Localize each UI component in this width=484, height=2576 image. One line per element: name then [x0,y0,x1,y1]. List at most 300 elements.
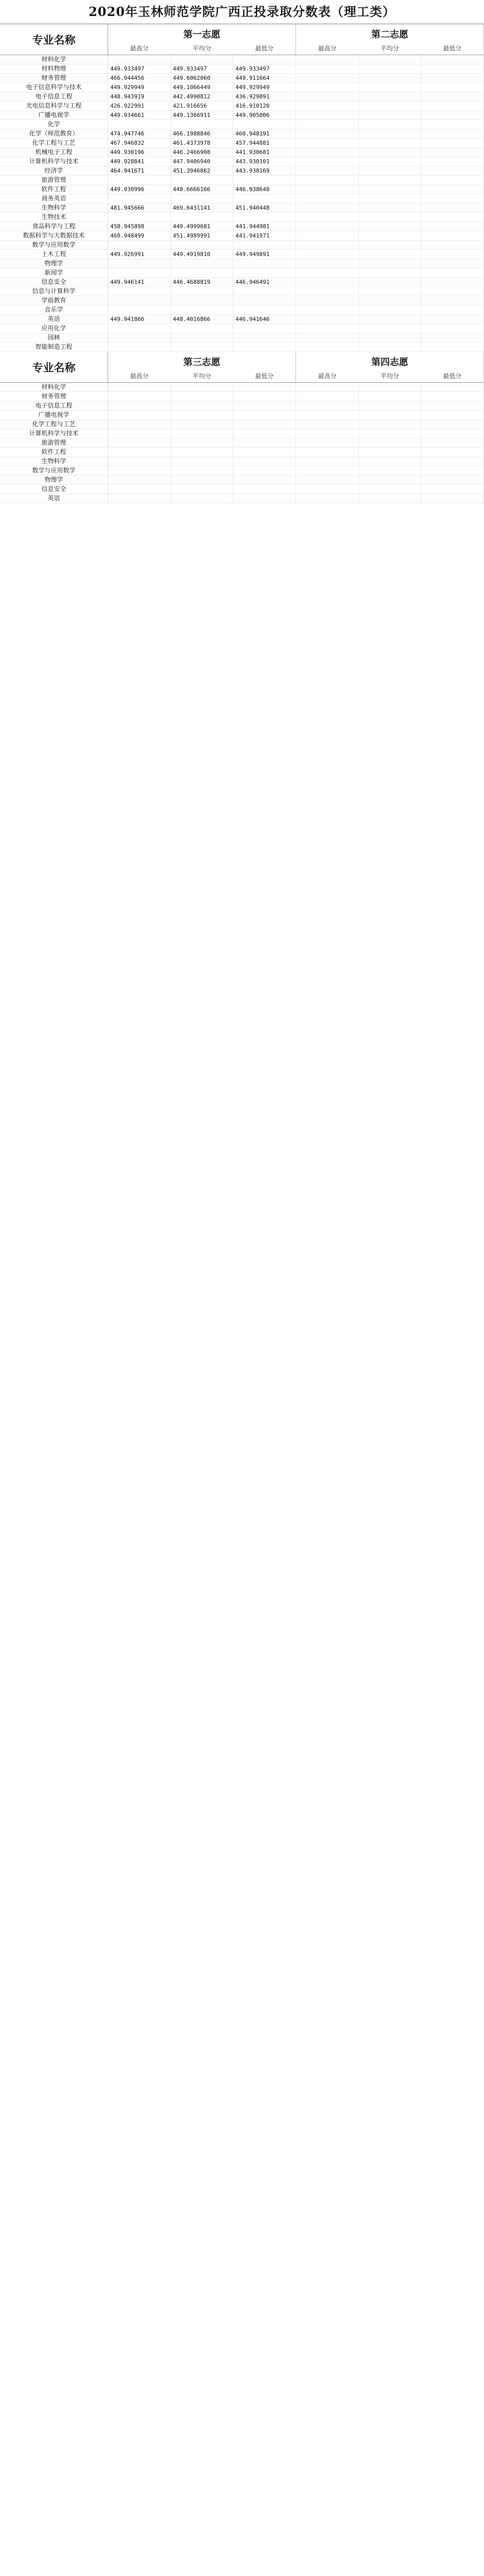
score-cell [296,259,359,268]
score-cell [421,231,484,240]
score-cell [171,287,234,296]
score-cell [171,485,234,494]
table-row [0,129,484,139]
score-cell [233,213,296,222]
score-cell: 451.3946862 [171,166,234,175]
table-row [0,411,484,420]
score-cell: 481.945666 [108,204,171,212]
score-cell [421,287,484,296]
score-cell [296,278,359,286]
score-cell [233,268,296,277]
score-cell [421,129,484,138]
score-cell [421,324,484,333]
sub-header-label: 最高分 [318,45,337,52]
score-cell: 441.941971 [233,231,296,240]
score-cell [359,401,422,410]
score-cell [359,438,422,447]
score-cell [359,222,422,231]
table-row [0,315,484,324]
score-cell: 448.4016866 [171,315,234,324]
score-cell [108,485,171,494]
score-cell [233,485,296,494]
score-cell [171,296,234,305]
score-cell [233,438,296,447]
score-cell [296,194,359,203]
table-row [0,296,484,306]
score-cell: 446.946491 [233,278,296,286]
table-row [0,204,484,213]
score-cell [421,139,484,147]
score-cell [108,268,171,277]
major-name: 光电信息科学与工程 [0,101,108,110]
score-cell [359,494,422,503]
score-cell [359,333,422,342]
score-cell [421,306,484,314]
score-cell [359,343,422,351]
score-cell: 467.946832 [108,139,171,147]
table-row [0,148,484,157]
score-cell [108,383,171,392]
score-cell [171,457,234,466]
major-name: 经济学 [0,166,108,175]
major-name: 英语 [0,315,108,324]
score-cell [421,259,484,268]
score-cell [421,250,484,259]
major-name: 数学与应用数学 [0,466,108,475]
choice-group-header: 第一志愿 [108,24,296,44]
table-row [0,55,484,64]
score-cell [296,64,359,73]
score-cell [359,64,422,73]
score-cell [296,268,359,277]
score-cell [359,315,422,324]
score-cell: 446.4688819 [171,278,234,286]
table-row [0,166,484,176]
score-cell [421,411,484,419]
major-name: 广播电视学 [0,111,108,120]
score-cell [359,466,422,475]
table-row [0,429,484,438]
score-cell [359,448,422,456]
score-cell [421,485,484,494]
score-cell [296,343,359,351]
table-row [0,343,484,352]
score-cell [359,92,422,101]
score-cell [359,213,422,222]
major-name: 信息安全 [0,485,108,494]
score-cell [421,268,484,277]
table-row [0,287,484,296]
score-cell [233,392,296,401]
score-cell [233,324,296,333]
score-cell [296,457,359,466]
score-cell [233,401,296,410]
sub-header-label: 最低分 [443,372,462,380]
score-cell [233,120,296,129]
score-cell: 449.911664 [233,74,296,82]
score-cell [233,476,296,484]
score-cell [359,129,422,138]
table-row [0,176,484,185]
table-row [0,64,484,74]
score-cell [233,176,296,184]
score-cell [296,83,359,92]
score-cell [171,420,234,429]
score-cell [359,485,422,494]
score-cell [171,466,234,475]
score-cell: 461.4373978 [171,139,234,147]
score-cell: 449.934661 [108,111,171,120]
table-row [0,278,484,287]
score-cell [171,438,234,447]
score-cell [108,343,171,351]
table-row [0,333,484,343]
score-cell [233,466,296,475]
table-row [0,74,484,83]
score-cell [171,411,234,419]
major-name: 财务管理 [0,392,108,401]
score-cell [171,259,234,268]
score-cell [108,392,171,401]
score-cell [171,55,234,64]
table-row [0,457,484,466]
table-row [0,401,484,411]
sub-header-label: 最高分 [318,372,337,380]
score-cell [171,401,234,410]
score-cell: 442.4990812 [171,92,234,101]
score-cell: 446.941646 [233,315,296,324]
score-cell [359,111,422,120]
score-cell [421,448,484,456]
score-cell: 449.1066449 [171,83,234,92]
score-cell [296,476,359,484]
score-cell [421,315,484,324]
score-cell [171,306,234,314]
major-name: 材料物理 [0,64,108,73]
score-cell [421,213,484,222]
major-name: 物理学 [0,476,108,484]
score-cell [359,296,422,305]
table-row [0,222,484,231]
score-cell [108,457,171,466]
major-name: 生物科学 [0,204,108,212]
score-cell [296,411,359,419]
score-cell [296,185,359,194]
score-cell: 449.6062060 [171,74,234,82]
score-section [0,24,484,352]
table-row [0,213,484,222]
sub-header-label: 平均分 [380,372,399,380]
score-cell [108,306,171,314]
score-cell: 446.2466908 [171,148,234,157]
score-cell [296,120,359,129]
score-cell [108,420,171,429]
score-cell [233,448,296,456]
score-cell: 416.910120 [233,101,296,110]
table-row [0,101,484,111]
choice-group-header: 第三志愿 [108,352,296,371]
score-cell: 449.946141 [108,278,171,286]
major-name: 物理学 [0,259,108,268]
choice-group-header: 第四志愿 [296,352,484,371]
score-cell [296,139,359,147]
score-cell: 421.916656 [171,101,234,110]
score-cell [359,74,422,82]
major-name: 财务管理 [0,74,108,82]
major-name: 音乐学 [0,306,108,314]
score-cell [296,101,359,110]
major-name: 旅游管理 [0,438,108,447]
major-name: 化学（师范教育） [0,129,108,138]
score-cell [108,401,171,410]
score-cell [171,343,234,351]
score-cell [359,194,422,203]
score-section [0,352,484,503]
sub-header-label: 最低分 [255,372,274,380]
major-name: 电子信息科学与技术 [0,83,108,92]
score-cell [108,466,171,475]
score-cell [171,476,234,484]
score-cell [296,448,359,456]
score-cell [359,420,422,429]
major-name: 信息安全 [0,278,108,286]
score-cell [296,466,359,475]
score-cell [108,476,171,484]
score-cell [108,438,171,447]
score-cell [171,241,234,249]
major-name: 信息与计算科学 [0,287,108,296]
score-cell [108,259,171,268]
score-cell [171,213,234,222]
table-row [0,494,484,503]
score-cell [421,74,484,82]
score-cell [359,250,422,259]
score-cell [421,241,484,249]
score-cell: 449.928841 [108,157,171,166]
score-cell [171,494,234,503]
score-cell [359,148,422,157]
sub-header-label: 平均分 [192,45,211,52]
major-name: 软件工程 [0,448,108,456]
major-name: 旅游管理 [0,176,108,184]
table-row [0,194,484,204]
score-cell [421,92,484,101]
score-cell: 441.944981 [233,222,296,231]
sub-header [296,44,484,55]
score-cell [296,485,359,494]
score-cell [233,241,296,249]
sub-header-label: 最低分 [255,45,274,52]
score-cell [421,166,484,175]
score-cell: 436.929891 [233,92,296,101]
score-cell [359,457,422,466]
table-row [0,476,484,485]
score-cell: 447.9406940 [171,157,234,166]
table-row [0,392,484,401]
score-cell [108,213,171,222]
score-cell: 474.947746 [108,129,171,138]
score-cell [171,268,234,277]
sub-header [296,371,484,382]
score-cell: 466.1988846 [171,129,234,138]
table-row [0,139,484,148]
section-header [0,352,484,383]
score-cell [296,148,359,157]
score-cell [359,157,422,166]
major-name: 智能制造工程 [0,343,108,351]
score-cell [296,333,359,342]
score-cell [421,383,484,392]
score-cell: 449.933497 [171,64,234,73]
score-cell: 457.944881 [233,139,296,147]
table-row [0,448,484,457]
score-cell [359,166,422,175]
score-cell [296,176,359,184]
table-row [0,83,484,92]
score-cell [108,448,171,456]
choice-group-header: 第二志愿 [296,24,484,44]
score-cell [421,194,484,203]
score-cell: 449.941866 [108,315,171,324]
score-cell: 446.938648 [233,185,296,194]
score-cell [421,296,484,305]
score-cell [421,278,484,286]
score-cell: 449.926991 [108,250,171,259]
score-cell [233,333,296,342]
score-cell: 449.933497 [108,64,171,73]
score-cell: 451.940448 [233,204,296,212]
major-name: 生物科学 [0,457,108,466]
score-cell [359,411,422,419]
score-cell [359,278,422,286]
score-cell [296,231,359,240]
score-cell [296,157,359,166]
score-cell [421,176,484,184]
score-cell [296,111,359,120]
score-cell: 443.938169 [233,166,296,175]
table-row [0,259,484,268]
score-cell: 449.1366911 [171,111,234,120]
major-name: 化学工程与工艺 [0,420,108,429]
score-cell [296,55,359,64]
score-cell [296,392,359,401]
score-cell [421,401,484,410]
score-cell [233,259,296,268]
score-cell [171,120,234,129]
sub-header-label: 最低分 [443,45,462,52]
column-header-major: 专业名称 [0,24,108,55]
major-name: 应用化学 [0,324,108,333]
score-cell: 458.945898 [108,222,171,231]
major-name: 新闻学 [0,268,108,277]
score-cell [296,287,359,296]
score-cell [359,429,422,438]
score-cell [296,315,359,324]
score-cell [296,306,359,314]
score-cell [233,411,296,419]
score-cell: 449.929949 [108,83,171,92]
score-tables [0,24,484,503]
sub-header-label: 最高分 [130,372,149,380]
score-cell [171,429,234,438]
score-cell [421,429,484,438]
sub-header [108,44,296,55]
table-row [0,438,484,448]
score-cell [296,420,359,429]
score-cell [421,420,484,429]
table-row [0,111,484,120]
score-cell [296,129,359,138]
score-cell [296,438,359,447]
sub-header [108,371,296,382]
major-name: 计算机科学与技术 [0,157,108,166]
score-cell [233,420,296,429]
score-cell [421,494,484,503]
score-cell [359,287,422,296]
score-cell: 449.4999681 [171,222,234,231]
score-cell: 449.4919810 [171,250,234,259]
score-cell [108,176,171,184]
score-cell [421,185,484,194]
score-cell [421,476,484,484]
score-cell: 449.949891 [233,250,296,259]
score-cell [421,392,484,401]
score-cell: 464.941671 [108,166,171,175]
major-name: 英语 [0,494,108,503]
score-cell [421,466,484,475]
score-cell [108,120,171,129]
score-cell [421,222,484,231]
score-cell [359,476,422,484]
score-cell [359,176,422,184]
score-cell [359,383,422,392]
major-name: 化学工程与工艺 [0,139,108,147]
score-cell [108,333,171,342]
score-cell [359,185,422,194]
score-cell [108,429,171,438]
table-row [0,420,484,429]
score-cell [359,268,422,277]
sub-header-label: 平均分 [380,45,399,52]
score-cell [233,494,296,503]
score-cell: 443.930101 [233,157,296,166]
major-name: 电子信息工程 [0,92,108,101]
score-cell [421,64,484,73]
score-cell [359,204,422,212]
score-cell: 466.944456 [108,74,171,82]
table-row [0,120,484,129]
major-name: 食品科学与工程 [0,222,108,231]
score-cell [233,194,296,203]
major-name: 化学 [0,120,108,129]
score-cell [421,148,484,157]
major-name: 计算机科学与技术 [0,429,108,438]
score-cell [233,296,296,305]
score-cell [359,101,422,110]
score-cell: 469.6431141 [171,204,234,212]
table-row [0,268,484,278]
score-cell [296,324,359,333]
score-cell [421,101,484,110]
score-cell [296,92,359,101]
table-row [0,306,484,315]
score-cell [108,494,171,503]
score-cell [296,494,359,503]
table-row [0,241,484,250]
score-cell [359,392,422,401]
score-cell: 449.929949 [233,83,296,92]
table-row [0,466,484,476]
